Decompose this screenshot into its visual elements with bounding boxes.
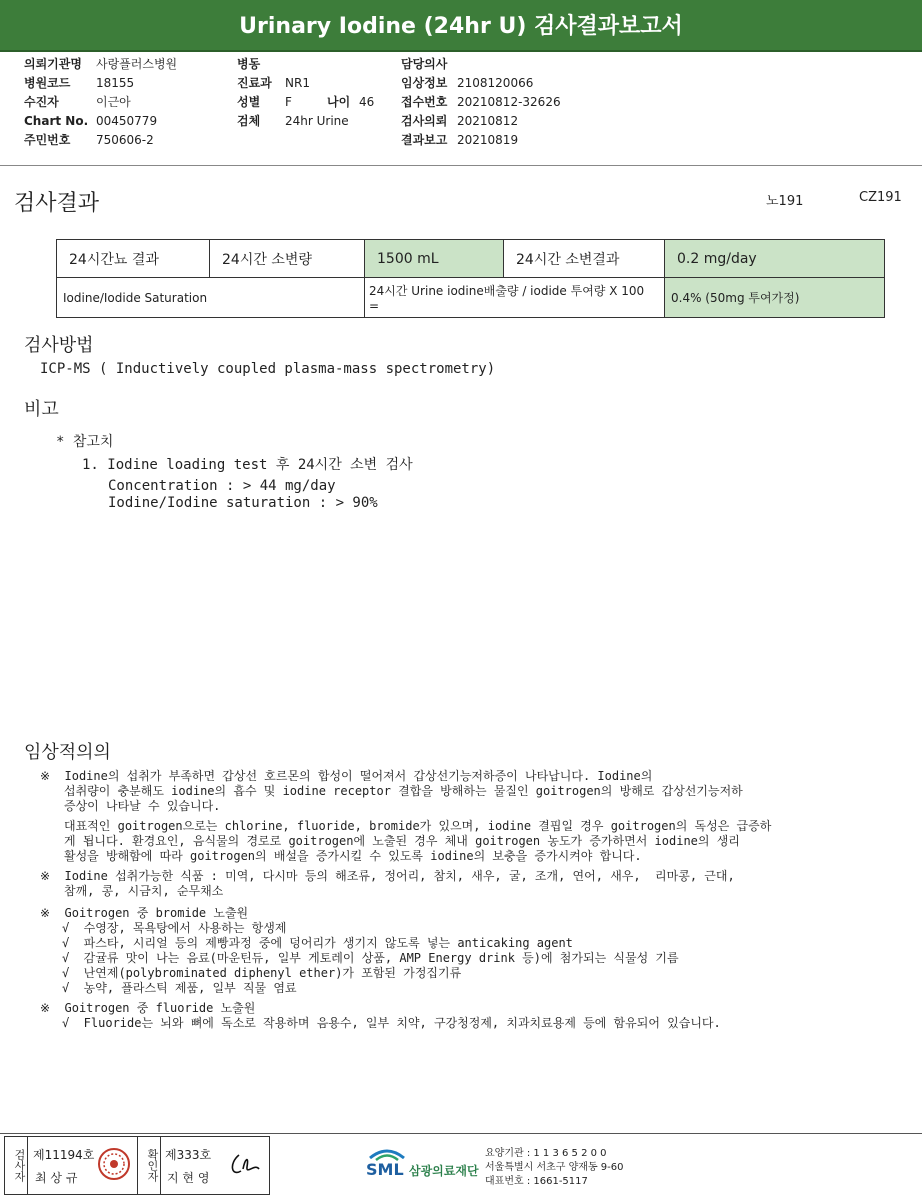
- info-value: 18155: [96, 76, 135, 90]
- method-title: 검사방법: [24, 335, 94, 356]
- approver-name: 지 현 영: [167, 1171, 210, 1185]
- inspector-number: 제11194호: [33, 1148, 95, 1162]
- result-cell: Iodine/Iodide Saturation: [57, 278, 365, 318]
- logo-text: SML: [366, 1160, 404, 1179]
- clinical-list-item: √ 감귤류 맛이 나는 음료(마운틴듀, 일부 게토레이 상품, AMP Energy drink 등)에 첨가되는 식물성 기름: [62, 951, 679, 965]
- info-value: F: [285, 95, 292, 109]
- signature-icon: [227, 1149, 263, 1181]
- info-value: 00450779: [96, 114, 158, 128]
- clinical-list-item: √ Fluoride는 뇌와 뼈에 독소로 작용하며 음용수, 일부 치약, 구강청정제, 치과치료용제 등에 함유되어 있습니다.: [62, 1016, 721, 1030]
- info-label: 수진자: [24, 95, 59, 109]
- info-value: 사랑플러스병원: [96, 57, 178, 71]
- info-value: 24hr Urine: [285, 114, 349, 128]
- inspector-label: 검사자: [5, 1137, 28, 1194]
- info-value: 20210812: [457, 114, 519, 128]
- info-column-3: [401, 55, 561, 150]
- info-label: 결과보고: [401, 133, 448, 147]
- saturation-cell: 0.4% (50mg 투여가정): [665, 278, 885, 318]
- footer-divider: [0, 1133, 922, 1134]
- info-label: 담당의사: [401, 57, 448, 71]
- clinical-line: 대표적인 goitrogen으로는 chlorine, fluoride, bromide가 있으며, iodine 결핍일 경우 goitrogen의 독성은 급증하: [64, 819, 772, 833]
- reference-line: Iodine/Iodine saturation : > 90%: [108, 495, 378, 511]
- clinical-line: 증상이 나타날 수 있습니다.: [64, 799, 221, 813]
- info-label: 진료과: [237, 76, 272, 90]
- info-value: NR1: [285, 76, 310, 90]
- clinical-line: ※ Iodine의 섭취가 부족하면 갑상선 호르몬의 합성이 떨어져서 갑상선기능저하증이 나타납니다. Iodine의: [40, 769, 653, 783]
- result-code-1: 노191: [766, 194, 804, 209]
- info-value: 750606-2: [96, 133, 154, 147]
- result-cell: 24시간 소변결과: [504, 240, 665, 278]
- header-divider: [0, 165, 922, 166]
- signature-box: [4, 1136, 270, 1195]
- clinical-line: ※ Goitrogen 중 fluoride 노출원: [40, 1001, 256, 1015]
- method-text: ICP-MS ( Inductively coupled plasma-mass spectrometry): [40, 361, 496, 377]
- clinical-list-item: √ 난연제(polybrominated diphenyl ether)가 포함된 가정집기류: [62, 966, 462, 980]
- info-label: 검체: [237, 114, 261, 128]
- seal-icon: [97, 1147, 131, 1181]
- result-cell: 24시간 소변량: [210, 240, 365, 278]
- clinical-line: 활성을 방해함에 따라 goitrogen의 배설을 증가시킬 수 있도록 iodine의 보충을 증가시켜야 합니다.: [64, 849, 642, 863]
- info-value: 20210819: [457, 133, 519, 147]
- clinical-title: 임상적의의: [24, 742, 111, 763]
- info-label: 검사의뢰: [401, 114, 448, 128]
- info-label: 의뢰기관명: [24, 57, 82, 71]
- remarks-title: 비고: [24, 399, 59, 420]
- info-label: 병원코드: [24, 76, 71, 90]
- info-label: Chart No.: [24, 114, 89, 128]
- clinical-line: ※ Goitrogen 중 bromide 노출원: [40, 906, 249, 920]
- urine-volume-cell: 1500 mL: [365, 240, 504, 278]
- reference-line: 1. Iodine loading test 후 24시간 소변 검사: [82, 457, 413, 473]
- approver-number: 제333호: [165, 1148, 212, 1162]
- info-value: 2108120066: [457, 76, 534, 90]
- info-column-1: [24, 55, 177, 150]
- clinical-list-item: √ 파스타, 시리얼 등의 제빵과정 중에 덩어리가 생기지 않도록 넣는 anticaking agent: [62, 936, 573, 950]
- info-label: 접수번호: [401, 95, 448, 109]
- reference-line: Concentration : > 44 mg/day: [108, 478, 336, 494]
- inspector-name: 최 상 규: [35, 1171, 78, 1185]
- info-label: 성별: [237, 95, 261, 109]
- org-phone: 대표번호 : 1661-5117: [485, 1176, 588, 1187]
- age-value: 46: [359, 95, 375, 109]
- urine-result-cell: 0.2 mg/day: [665, 240, 885, 278]
- clinical-list-item: √ 수영장, 목욕탕에서 사용하는 항생제: [62, 921, 287, 935]
- clinical-body: [40, 769, 771, 1031]
- org-address: 서울특별시 서초구 양재동 9-60: [485, 1162, 624, 1173]
- care-number: 요양기관 : 1 1 3 6 5 2 0 0: [485, 1148, 607, 1159]
- clinical-line: 참깨, 콩, 시금치, 순무채소: [64, 884, 224, 898]
- result-cell: 24시간 Urine iodine배출량 / iodide 투여량 X 100 =: [365, 278, 665, 318]
- clinical-line: 섭취량이 충분해도 iodine의 흡수 및 iodine receptor 결합을 방해하는 물질인 goitrogen의 방해로 갑상선기능저하: [64, 784, 743, 798]
- info-value: 20210812-32626: [457, 95, 561, 109]
- org-info: [485, 1147, 624, 1189]
- info-label: 병동: [237, 57, 261, 71]
- results-table: [56, 239, 885, 318]
- title-divider: [0, 50, 922, 52]
- clinical-line: ※ Iodine 섭취가능한 식품 : 미역, 다시마 등의 해조류, 정어리, 참치, 새우, 굴, 조개, 연어, 새우, 리마콩, 근대,: [40, 869, 735, 883]
- clinical-list-item: √ 농약, 플라스틱 제품, 일부 직물 염료: [62, 981, 297, 995]
- info-label: 주민번호: [24, 133, 71, 147]
- info-column-2: [237, 55, 374, 131]
- result-cell: 24시간뇨 결과: [57, 240, 210, 278]
- result-code-2: CZ191: [859, 190, 902, 205]
- approver-label: 확인자: [137, 1137, 161, 1194]
- age-label: 나이: [327, 95, 351, 109]
- org-name: 삼광의료재단: [409, 1164, 479, 1178]
- info-value: 이근아: [96, 95, 131, 109]
- results-title: 검사결과: [14, 191, 100, 216]
- clinical-line: 게 됩니다. 환경요인, 음식물의 경로로 goitrogen에 노출된 경우 체내 goitrogen 농도가 증가하면서 iodine의 생리: [64, 834, 740, 848]
- info-label: 임상정보: [401, 76, 448, 90]
- reference-title: * 참고치: [56, 434, 114, 450]
- report-title: Urinary Iodine (24hr U) 검사결과보고서: [0, 0, 922, 50]
